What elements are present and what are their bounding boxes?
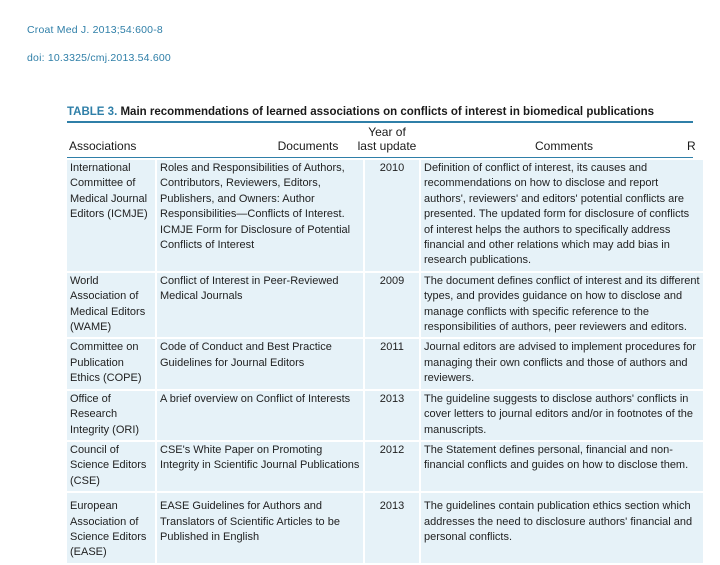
cell-comments: Definition of conflict of interest, its causes and recommendations on how to disclose and report authors', reviewers' and editors' potential conflicts are presented. The updated form for disclosure of conflicts of interest helps the authors to specifically address financial and other relations which may add bias in research publications. (421, 160, 703, 271)
header-year (341, 125, 433, 153)
cell-year: 2010 (365, 160, 421, 271)
table-row (67, 339, 703, 388)
cell-association: World Association of Medical Editors (WAME) (67, 273, 157, 338)
cell-documents: Roles and Responsibilities of Authors, Contributors, Reviewers, Editors, Publishers, and Owners: Author Responsibilities—Conflicts of Interest. ICMJE Form for Disclosure of Potential Conflicts of Interest (157, 160, 365, 271)
cell-association: Committee on Publication Ethics (COPE) (67, 339, 157, 388)
cell-year: 2009 (365, 273, 421, 338)
journal-doi[interactable]: doi: 10.3325/cmj.2013.54.600 (27, 52, 171, 64)
table-row (67, 442, 703, 491)
cell-year: 2012 (365, 442, 421, 491)
table-title: Main recommendations of learned associations on conflicts of interest in biomedical publications (120, 106, 655, 118)
table-row (67, 493, 703, 563)
cell-comments: Journal editors are advised to implement procedures for managing their own conflicts and those of authors and reviewers. (421, 339, 703, 388)
recommendations-table (67, 158, 703, 565)
header-year-line1: Year of (368, 125, 406, 139)
cell-comments: The guideline suggests to disclose authors' conflicts in cover letters to journal editors and/or in footnotes of the manuscripts. (421, 391, 703, 440)
header-extra-column: R (687, 139, 696, 153)
cell-documents: CSE's White Paper on Promoting Integrity in Scientific Journal Publications (157, 442, 365, 491)
table-row (67, 160, 703, 271)
header-year-line2: last update (357, 139, 417, 153)
table-header (67, 123, 696, 157)
cell-comments: The document defines conflict of interest and its different types, and provides guidance on how to disclose and manage conflicts with specific reference to the responsibilities of authors, peer reviewers and editors. (421, 273, 703, 338)
cell-documents: A brief overview on Conflict of Interests (157, 391, 365, 440)
table-row (67, 273, 703, 338)
table-row (67, 391, 703, 440)
header-documents: Documents (277, 139, 339, 153)
cell-association: Council of Science Editors (CSE) (67, 442, 157, 491)
cell-association: Office of Research Integrity (ORI) (67, 391, 157, 440)
cell-comments: The Statement defines personal, financial and non-financial conflicts and guides on how to disclose them. (421, 442, 703, 491)
table-label: TABLE 3. (67, 106, 118, 118)
cell-association: International Committee of Medical Journal Editors (ICMJE) (67, 160, 157, 271)
header-comments: Comments (534, 139, 593, 153)
cell-documents: EASE Guidelines for Authors and Translators of Scientific Articles to be Published in English (157, 493, 365, 563)
header-associations: Associations (69, 139, 137, 153)
cell-documents: Code of Conduct and Best Practice Guidelines for Journal Editors (157, 339, 365, 388)
cell-year: 2013 (365, 493, 421, 563)
journal-citation: Croat Med J. 2013;54:600-8 (27, 24, 163, 36)
cell-year: 2013 (365, 391, 421, 440)
cell-comments: The guidelines contain publication ethics section which addresses the need to disclosure authors' financial and personal conflicts. (421, 493, 703, 563)
cell-year: 2011 (365, 339, 421, 388)
cell-association: European Association of Science Editors (EASE) (67, 493, 157, 563)
table-caption (67, 106, 654, 118)
cell-documents: Conflict of Interest in Peer-Reviewed Medical Journals (157, 273, 365, 338)
